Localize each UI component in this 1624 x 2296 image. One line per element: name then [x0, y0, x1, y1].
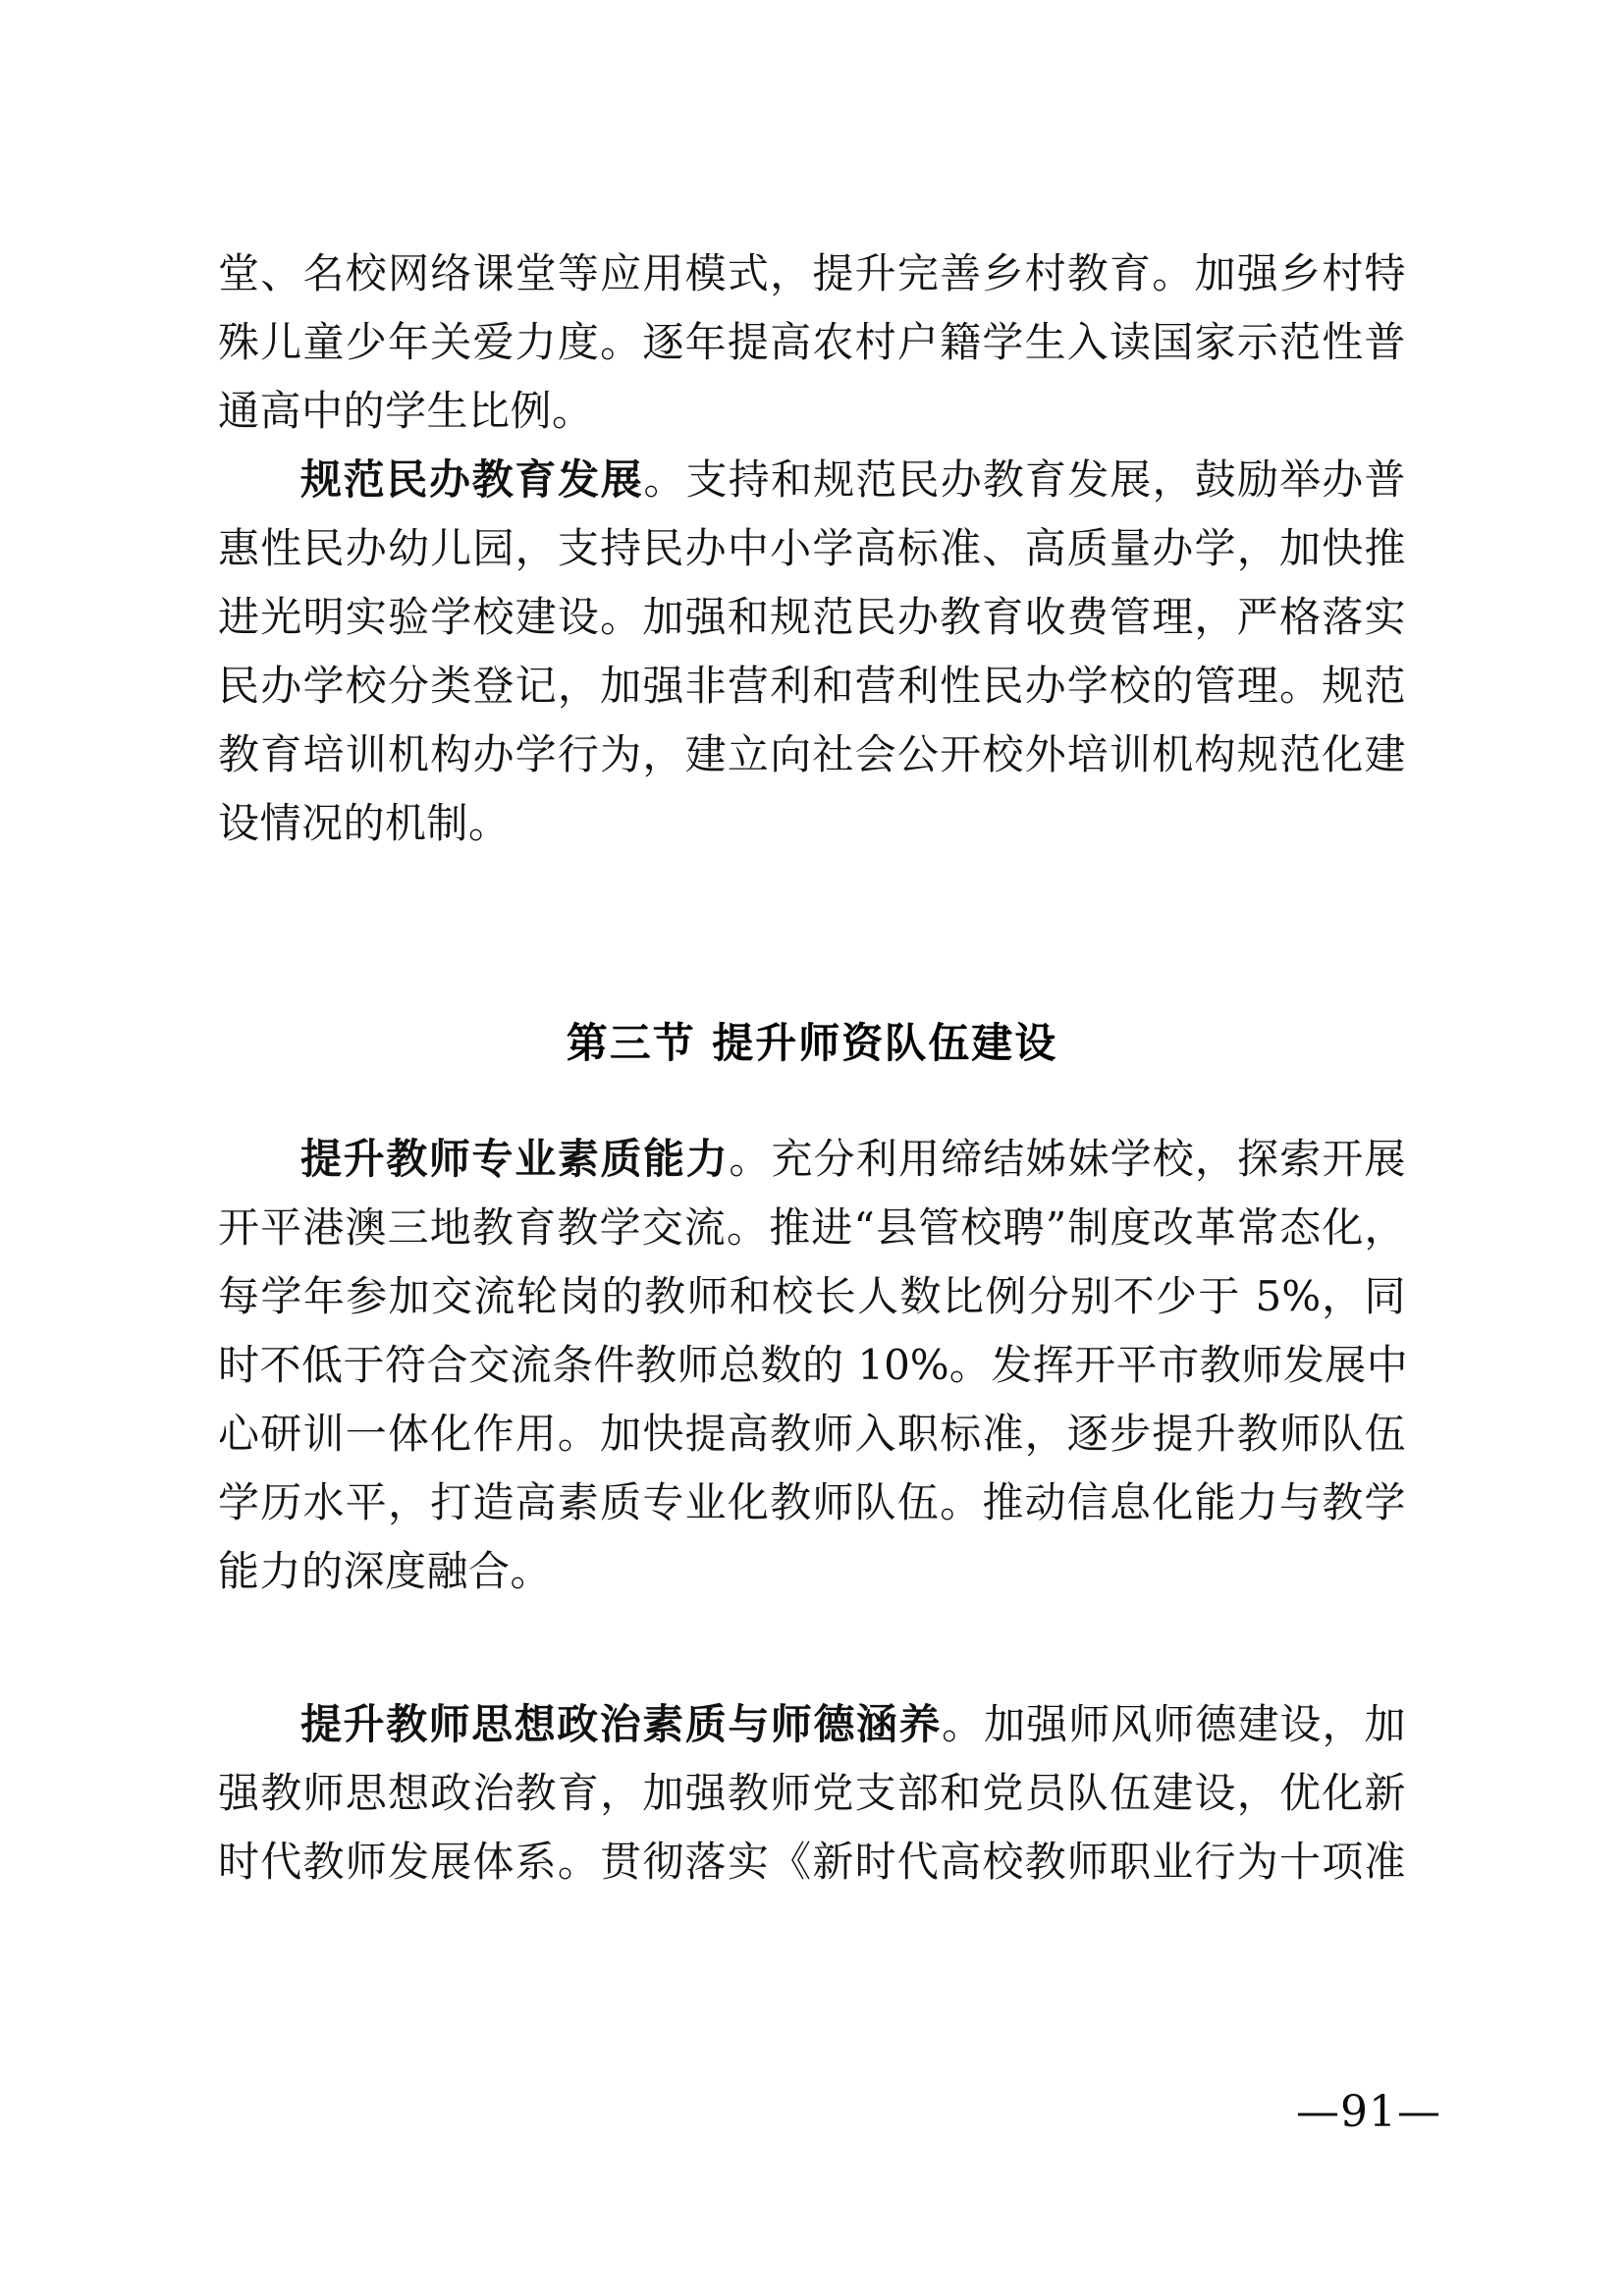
- text-line-with-number: [218, 1272, 1406, 1345]
- paragraph-continuation: [218, 249, 1406, 459]
- text-line: 时代教师发展体系。贯彻落实《新时代高校教师职业行为十项准: [218, 1838, 1406, 1886]
- text-line: 开平港澳三地教育教学交流。推进“县管校聘”制度改革常态化，: [218, 1203, 1406, 1252]
- text-line: 通高中的学生比例。: [218, 387, 594, 435]
- lead-line-rest: 。支持和规范民办教育发展，鼓励举办普: [643, 455, 1406, 504]
- line-text-before-number: 每学年参加交流轮岗的教师和校长人数比例分别不少于: [218, 1272, 1256, 1320]
- lead-line-rest: 。加强师风师德建设，加: [942, 1700, 1406, 1748]
- text-line: 心研训一体化作用。加快提高教师入职标准，逐步提升教师队伍: [218, 1410, 1406, 1458]
- section-heading: 第三节 提升师资队伍建设: [566, 1019, 1058, 1067]
- line-text-after-number: ，同: [1321, 1272, 1406, 1320]
- lead-phrase: 提升教师思想政治素质与师德涵养: [300, 1700, 943, 1748]
- text-line-with-number: [218, 1341, 1409, 1414]
- percentage-value: 5%: [1255, 1272, 1322, 1320]
- text-line: 民办学校分类登记，加强非营利和营利性民办学校的管理。规范: [218, 662, 1406, 710]
- text-line: 强教师思想政治教育，加强教师党支部和党员队伍建设，优化新: [218, 1769, 1406, 1817]
- text-line: 设情况的机制。: [218, 799, 511, 847]
- percentage-value: 10%: [857, 1341, 949, 1389]
- text-line-lead: [218, 455, 1406, 528]
- paragraph-private-education: [218, 455, 1406, 872]
- paragraph-teacher-ethics: [218, 1700, 1406, 1910]
- paragraph-spacer: [218, 1620, 1406, 1704]
- body-text-upper: [218, 249, 1406, 872]
- text-line: 教育培训机构办学行为，建立向社会公开校外培训机构规范化建: [218, 730, 1406, 778]
- lead-phrase: 提升教师专业素质能力: [300, 1135, 730, 1183]
- text-line-lead: [218, 1700, 1406, 1773]
- text-line: 能力的深度融合。: [218, 1547, 553, 1595]
- paragraph-teacher-competence: [218, 1135, 1409, 1620]
- line-text-before-number: 时不低于符合交流条件教师总数的: [218, 1341, 858, 1389]
- text-line-lead: [218, 1135, 1406, 1207]
- page-number: —91—: [1296, 2087, 1441, 2137]
- text-line: 学历水平，打造高素质专业化教师队伍。推动信息化能力与教学: [218, 1478, 1406, 1526]
- text-line: 进光明实验学校建设。加强和规范民办教育收费管理，严格落实: [218, 593, 1406, 641]
- text-line: 惠性民办幼儿园，支持民办中小学高标准、高质量办学，加快推: [218, 524, 1406, 572]
- lead-line-rest: 。充分利用缔结姊妹学校，探索开展: [729, 1135, 1406, 1183]
- line-text-after-number: 。发挥开平市教师发展中: [948, 1341, 1409, 1389]
- text-line: 殊儿童少年关爱力度。逐年提高农村户籍学生入读国家示范性普: [218, 318, 1406, 366]
- lead-phrase: 规范民办教育发展: [300, 455, 644, 504]
- text-line: 堂、名校网络课堂等应用模式，提升完善乡村教育。加强乡村特: [218, 249, 1406, 297]
- body-text-lower: [218, 1135, 1409, 1910]
